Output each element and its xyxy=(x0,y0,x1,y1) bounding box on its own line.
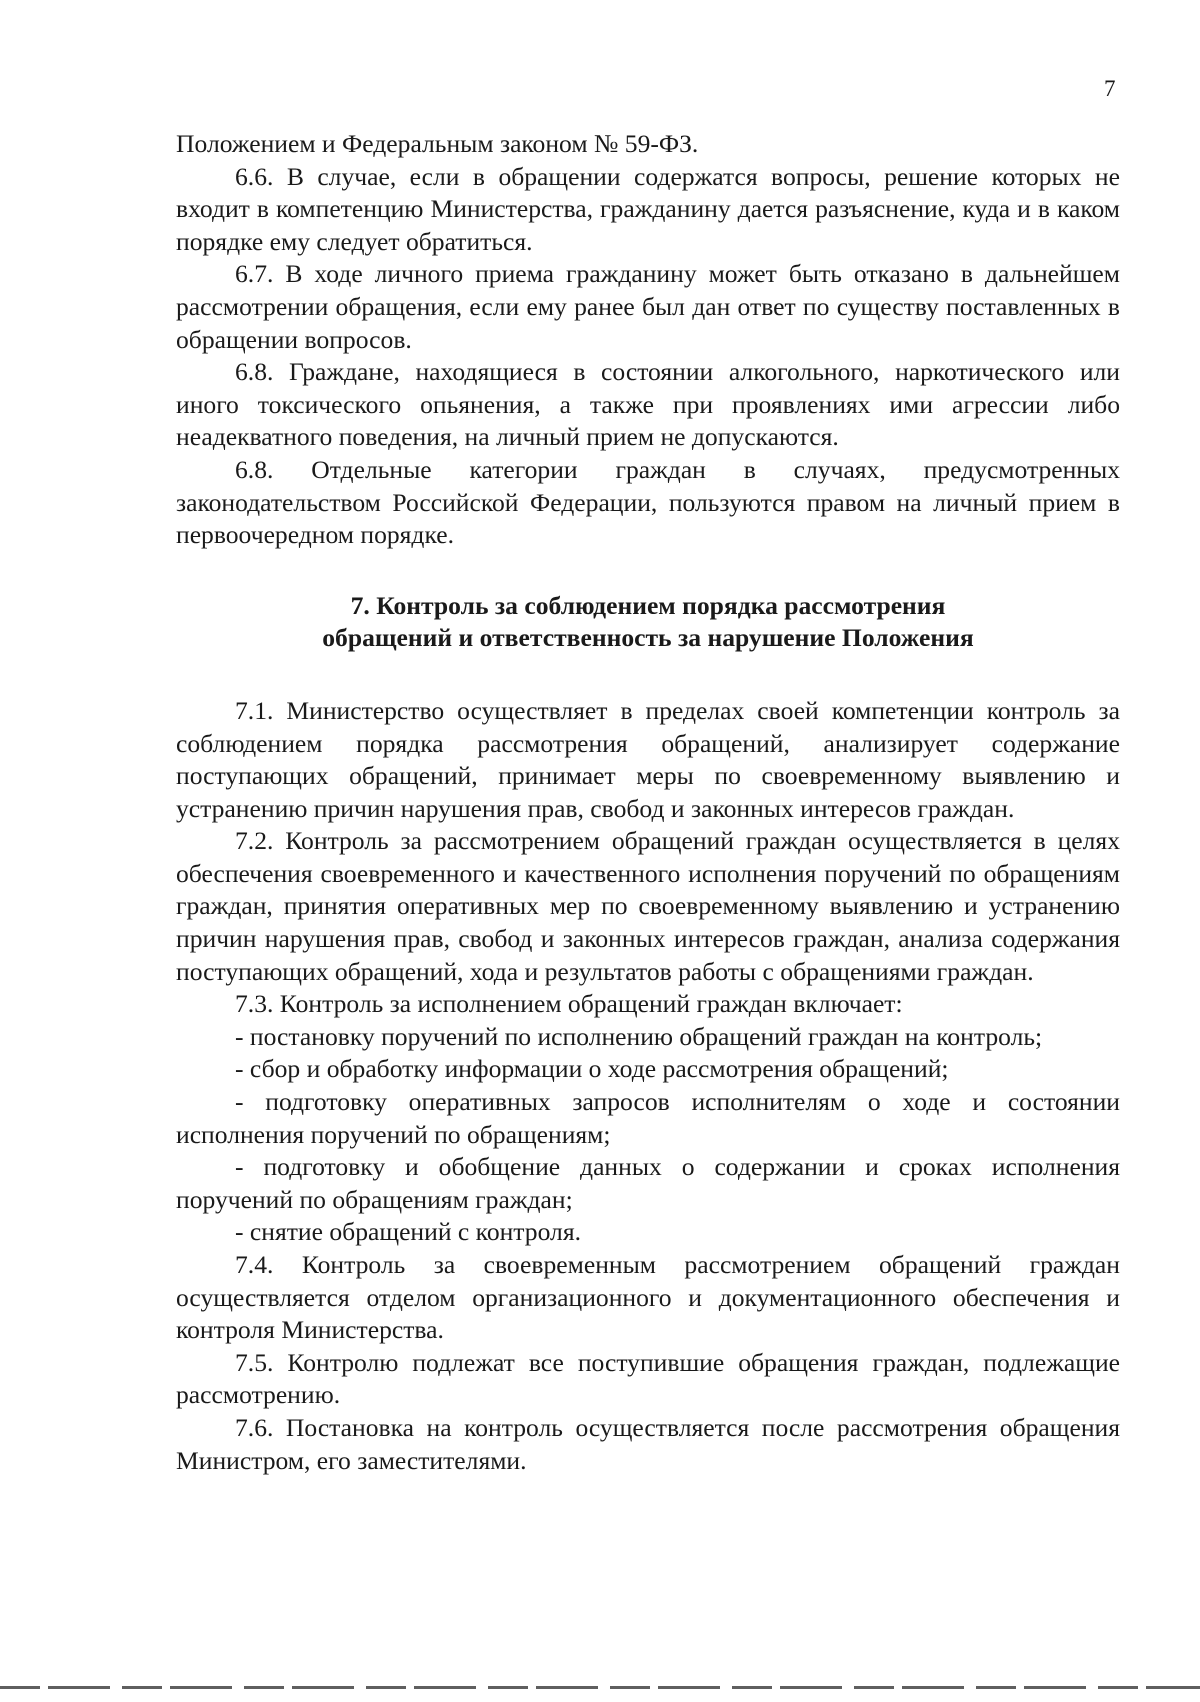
paragraph: 6.6. В случае, если в обращении содержатся вопросы, решение которых не входит в компетенцию Министерства, гражданину дается разъяснение, куда и в каком порядке ему следует обратиться. xyxy=(176,161,1120,256)
paragraph: - постановку поручений по исполнению обращений граждан на контроль; xyxy=(235,1021,1043,1051)
page-number: 7 xyxy=(1104,76,1116,101)
paragraph: 7.4. Контроль за своевременным рассмотрением обращений граждан осуществляется отделом организационного и документационного обеспечения и контроля Министерства. xyxy=(176,1250,1120,1345)
paragraph: 7.5. Контролю подлежат все поступившие обращения граждан, подлежащие рассмотрению. xyxy=(176,1347,1120,1410)
paragraphs-section-7 xyxy=(176,695,1120,1477)
scan-edge-artifact xyxy=(0,1686,1200,1689)
paragraph: 6.8. Граждане, находящиеся в состоянии алкогольного, наркотического или иного токсического опьянения, а также при проявлениях ими агрессии либо неадекватного поведения, на личный прием не допускаются. xyxy=(176,357,1120,452)
paragraph: 7.6. Постановка на контроль осуществляется после рассмотрения обращения Министром, его заместителями. xyxy=(176,1412,1120,1475)
section-heading xyxy=(176,590,1120,655)
paragraph: 7.2. Контроль за рассмотрением обращений граждан осуществляется в целях обеспечения своевременного и качественного исполнения поручений по обращениям граждан, принятия оперативных мер по своевременному выявлению и устранению причин нарушения прав, свобод и законных интересов граждан, анализа содержания поступающих обращений, хода и результатов работы с обращениями граждан. xyxy=(176,826,1120,986)
paragraph: - снятие обращений с контроля. xyxy=(235,1217,582,1247)
section-heading-line-2: обращений и ответственность за нарушение Положения xyxy=(322,623,974,653)
paragraph: Положением и Федеральным законом № 59-ФЗ. xyxy=(176,129,699,158)
paragraph: - сбор и обработку информации о ходе рассмотрения обращений; xyxy=(235,1054,949,1084)
paragraph: 6.8. Отдельные категории граждан в случаях, предусмотренных законодательством Российской Федерации, пользуются правом на личный прием в первоочередном порядке. xyxy=(176,454,1120,550)
paragraph: 7.3. Контроль за исполнением обращений граждан включает: xyxy=(235,989,903,1019)
document-body xyxy=(176,128,1120,1477)
section-heading-line-1: 7. Контроль за соблюдением порядка рассмотрения xyxy=(350,590,946,620)
paragraph: - подготовку и обобщение данных о содержании и сроках исполнения поручений по обращениям граждан; xyxy=(176,1152,1120,1214)
paragraph: 7.1. Министерство осуществляет в пределах своей компетенции контроль за соблюдением порядка рассмотрения обращений, анализирует содержание поступающих обращений, принимает меры по своевременному выявлению и устранению причин нарушения прав, свобод и законных интересов граждан. xyxy=(176,695,1120,823)
paragraphs-section-6 xyxy=(176,128,1120,552)
paragraph: - подготовку оперативных запросов исполнителям о ходе и состоянии исполнения поручений по обращениям; xyxy=(176,1087,1120,1149)
paragraph: 6.7. В ходе личного приема гражданину может быть отказано в дальнейшем рассмотрении обращения, если ему ранее был дан ответ по существу поставленных в обращении вопросов. xyxy=(176,259,1120,354)
